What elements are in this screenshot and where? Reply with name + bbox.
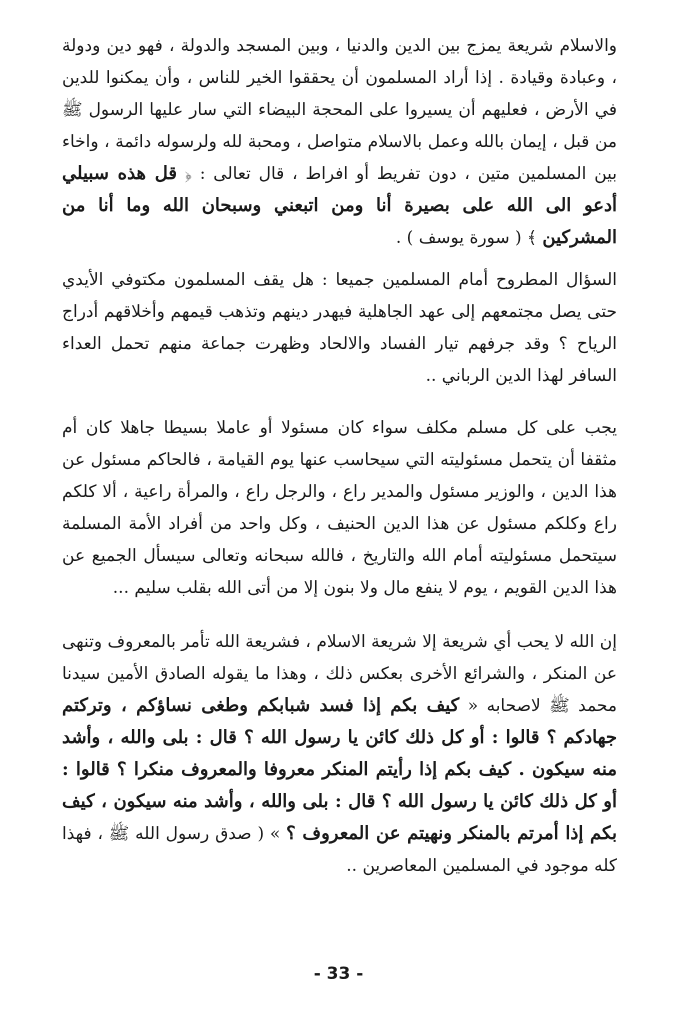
paragraph-3: يجب على كل مسلم مكلف سواء كان مسئولا أو عاملا بسيطا جاهلا كان أم مثقفا أن يتحمل مسئوليته التي سيحاسب عنها يوم القيامة ، فالحاكم مسئول عن هذا الدين ، والوزير مسئول والمدير راع ، والرجل راع ، والمرأة راعية ، ألا كلكم راع وكلكم مسئول عن هذا الدين الحنيف ، وكل واحد من أفراد الأمة المسلمة سيتحمل مسئوليته أمام الله والتاريخ ، فالله سبحانه وتعالى سيسأل الجميع عن هذا الدين القويم ، يوم لا ينفع مال ولا بنون إلا من أتى الله بقلب سليم ... xyxy=(62,418,617,598)
page-number: - 33 - xyxy=(313,964,364,984)
paragraph-4 xyxy=(62,626,617,882)
paragraph-1 xyxy=(62,30,617,254)
page-body xyxy=(62,30,617,882)
paragraph-4-text: إن الله لا يحب أي شريعة إلا شريعة الاسلام ، فشريعة الله تأمر بالمعروف وتنهى عن المنكر ، والشرائع الأخرى بعكس ذلك ، وهذا ما يقوله الصادق الأمين سيدنا محمد ﷺ لاصحابه « xyxy=(62,632,618,716)
verse-citation: ﴾ ( سورة يوسف ) . xyxy=(395,228,537,248)
paragraph-2: السؤال المطروح أمام المسلمين جميعا : هل يقف المسلمون مكتوفي الأيدي حتى يصل مجتمعهم إلى عهد الجاهلية فيهدر دينهم وتذهب قيمهم وأخلاقهم أدراج الرياح ؟ وقد جرفهم تيار الفساد والالحاد وظهرت جماعة منهم تحمل العداء السافر لهذا الدين الرباني .. xyxy=(62,270,617,386)
quran-verse: قل هذه سبيلي أدعو الى الله على بصيرة أنا ومن اتبعني وسبحان الله وما أنا من المشركين xyxy=(62,163,617,248)
hadith-quote: كيف بكم إذا فسد شبابكم وطغى نساؤكم ، وتركتم جهادكم ؟ قالوا : أو كل ذلك كائن يا رسول الله ؟ قال : بلى والله ، وأشد منه سيكون . كيف بكم إذا رأيتم المنكر معروفا والمعروف منكرا ؟ قالوا : أو كل ذلك كائن يا رسول الله ؟ قال : بلى والله ، وأشد منه سيكون ، كيف بكم إذا أمرتم بالمنكر ونهيتم عن المعروف ؟ xyxy=(62,695,617,844)
hadith-closing: » ( صدق رسول الله ﷺ ، فهذا كله موجود في المسلمين المعاصرين .. xyxy=(62,824,617,876)
paragraph-1-text: والاسلام شريعة يمزج بين الدين والدنيا ، وبين المسجد والدولة ، فهو دين ودولة ، وعبادة وقيادة . إذا أراد المسلمون أن يحققوا الخير للناس ، وأن يمكنوا للدين في الأرض ، فعليهم أن يسيروا على المحجة البيضاء التي سار عليها الرسول ﷺ من قبل ، إيمان بالله وعمل بالاسلام متواصل ، ومحبة لله ولرسوله دائمة ، واخاء بين المسلمين متين ، دون تفريط أو افراط ، قال تعالى : ﴿ xyxy=(62,36,617,184)
